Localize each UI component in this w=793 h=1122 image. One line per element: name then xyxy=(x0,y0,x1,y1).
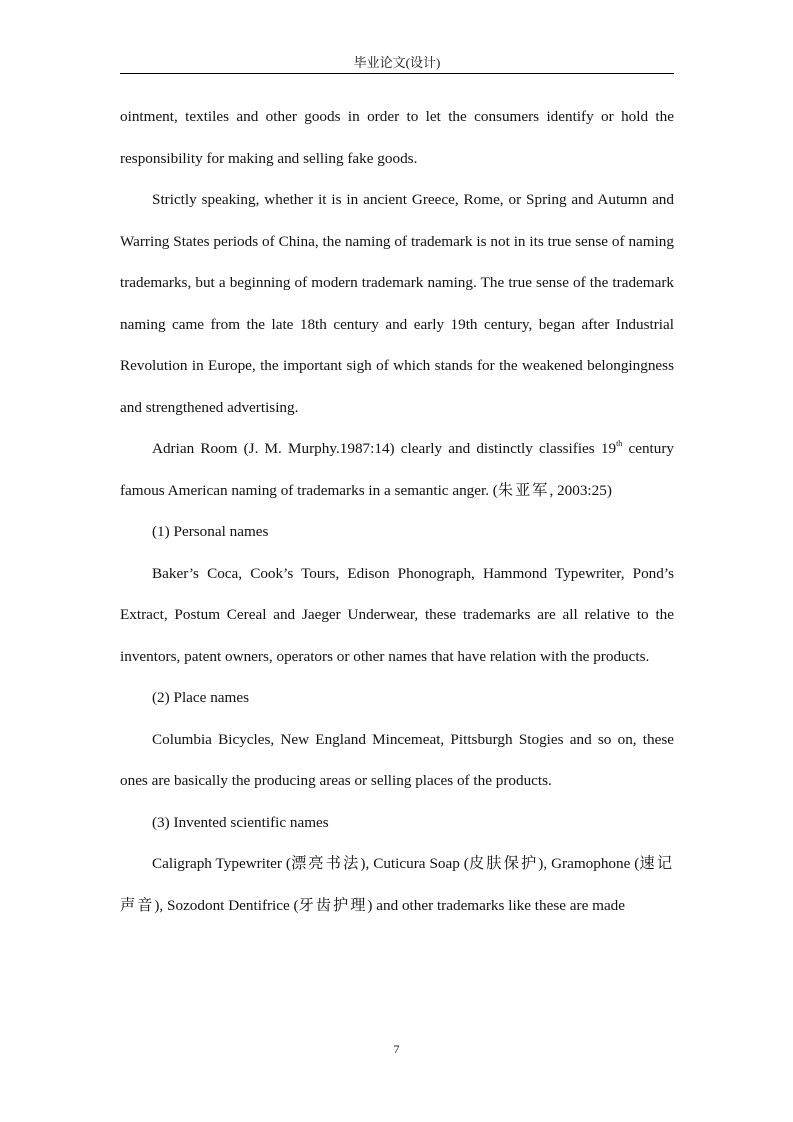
heading-place-names: (2) Place names xyxy=(152,689,249,706)
running-header: 毕业论文(设计) xyxy=(353,55,441,70)
paragraph-invented-names xyxy=(120,843,674,926)
paragraph-personal-names: Baker’s Coca, Cook’s Tours, Edison Phonograph, Hammond Typewriter, Pond’s Extract, Postum Cereal and Jaeger Underwear, these trademarks are all relative to the inventors, patent owners, operators or other names that have relation with the products. xyxy=(120,564,674,665)
paragraph-place-names: Columbia Bicycles, New England Mincemeat, Pittsburgh Stogies and so on, these ones are basically the producing areas or selling places of the products. xyxy=(120,730,674,789)
paragraph-invented-text-a: Caligraph Typewriter ( xyxy=(152,855,291,872)
paragraph-adrian-room-text-b: century famous American naming of trademarks in a semantic anger. ( xyxy=(120,440,674,499)
paragraph-adrian-room-text-a: Adrian Room (J. M. Murphy.1987:14) clearly and distinctly classifies 19 xyxy=(152,440,617,457)
paragraph-invented-text-d: ), Sozodont Dentifrice ( xyxy=(154,896,299,914)
header-divider xyxy=(120,73,674,74)
ordinal-superscript: th xyxy=(616,439,623,448)
paragraph-invented-text-c: ), Gramophone ( xyxy=(538,855,640,872)
chinese-gloss-cuticura: 皮肤保护 xyxy=(468,855,539,872)
chinese-gloss-caligraph: 漂亮书法 xyxy=(290,855,361,872)
chinese-gloss-sozodont: 牙齿护理 xyxy=(298,896,368,914)
citation-author-chinese: 朱亚军 xyxy=(497,481,550,499)
paragraph-adrian-room-text-c: , 2003:25) xyxy=(549,481,612,499)
heading-personal-names: (1) Personal names xyxy=(152,523,269,540)
chinese-gloss-gramophone: 速记声音 xyxy=(120,855,675,914)
heading-invented-scientific-names: (3) Invented scientific names xyxy=(152,813,329,831)
paragraph-continuation: ointment, textiles and other goods in order to let the consumers identify or hold the responsibility for making and selling fake goods. xyxy=(120,108,674,167)
paragraph-invented-text-e: ) and other trademarks like these are made xyxy=(367,896,626,914)
page-number: 7 xyxy=(393,1042,400,1056)
paragraph-adrian-room xyxy=(120,428,674,511)
document-body xyxy=(120,96,674,926)
paragraph-strictly-speaking: Strictly speaking, whether it is in ancient Greece, Rome, or Spring and Autumn and Warring States periods of China, the naming of trademark is not in its true sense of naming trademarks, but a beginning of modern trademark naming. The true sense of the trademark naming came from the late 18th century and early 19th century, began after Industrial Revolution in Europe, the important sigh of which stands for the weakened belongingness and strengthened advertising. xyxy=(120,191,674,416)
paragraph-invented-text-b: ), Cuticura Soap ( xyxy=(360,855,469,872)
